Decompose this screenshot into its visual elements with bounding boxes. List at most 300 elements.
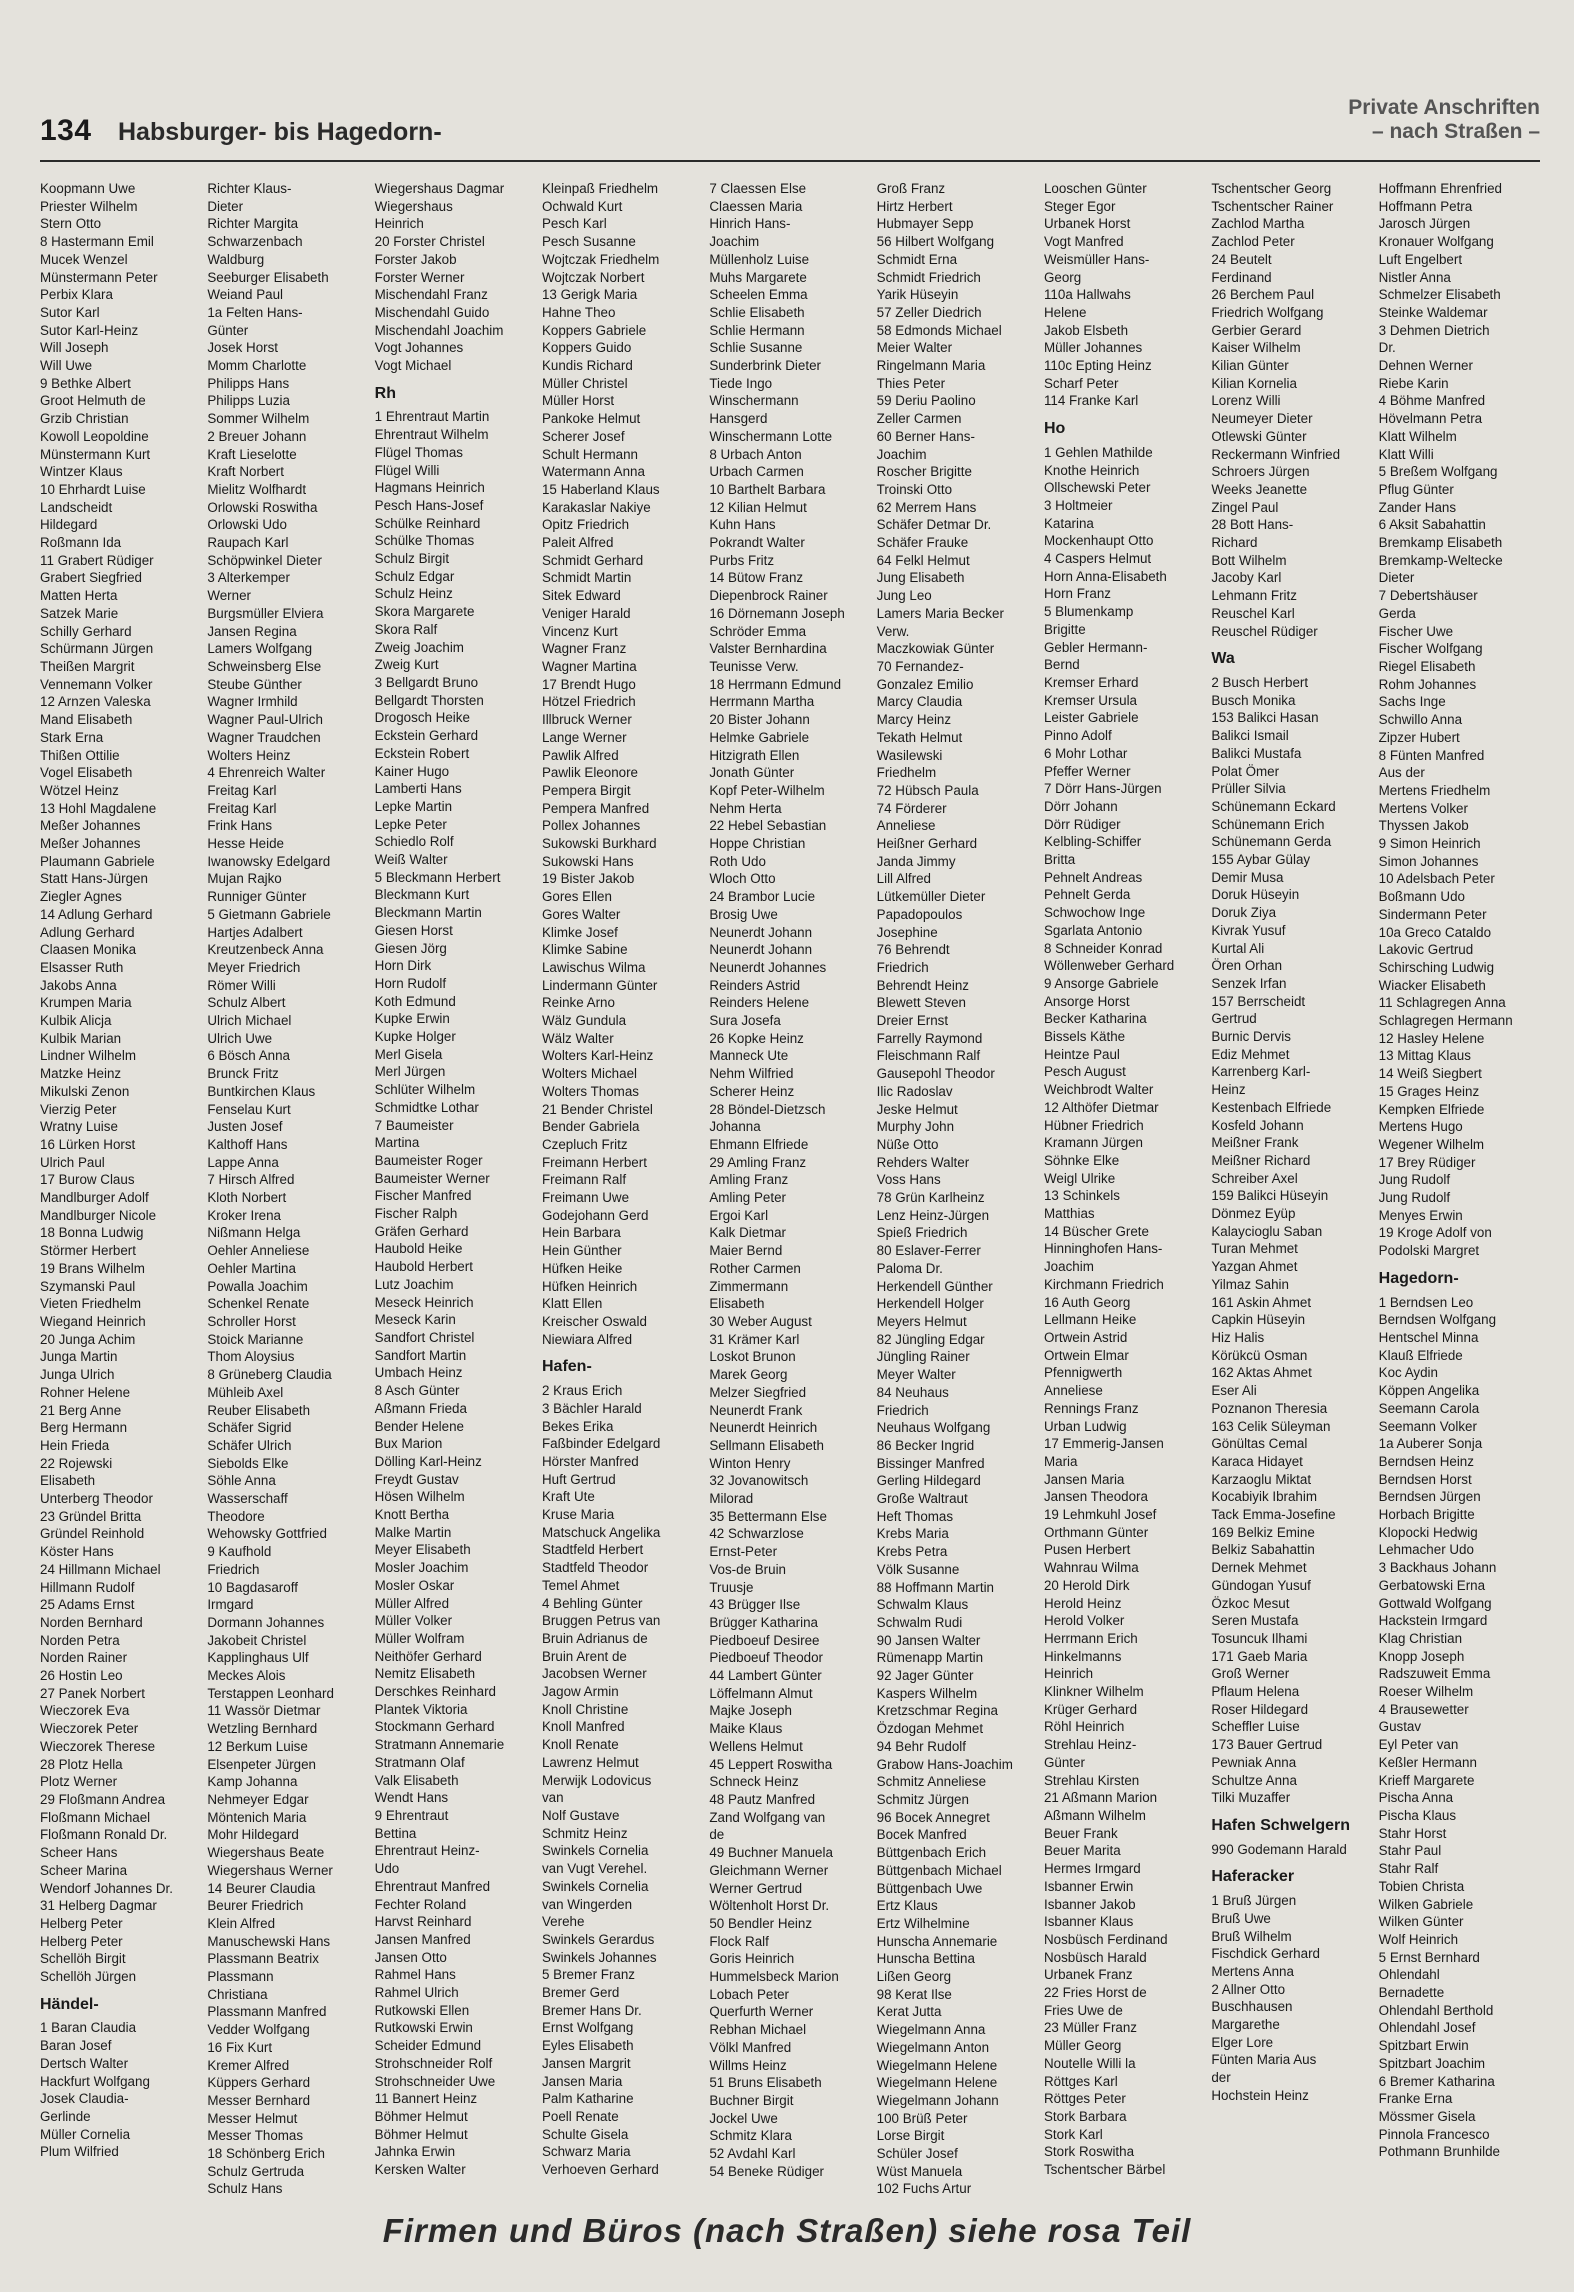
resident-entry: Dormann Johannes — [207, 1614, 325, 1630]
resident-entry: Bott Wilhelm — [1211, 552, 1287, 568]
resident-entry: 1 Ehrentraut Martin — [374, 409, 490, 425]
resident-entry: 11 Grabert Rüdiger — [40, 552, 154, 568]
resident-entry: Thißen Ottilie — [40, 747, 120, 763]
resident-entry: Theodore — [207, 1508, 265, 1524]
resident-entry: 59 Deriu Paolino — [876, 393, 976, 409]
resident-entry: 19 Lehmkuhl Josef — [1043, 1507, 1157, 1523]
resident-entry: Matzke Heinz — [40, 1066, 122, 1082]
resident-entry: Ehrentraut Heinz- — [374, 1843, 480, 1859]
resident-entry: Lepke Martin — [374, 798, 453, 814]
resident-entry: 31 Krämer Karl — [709, 1331, 800, 1347]
resident-entry: Swinkels Cornelia — [541, 1878, 649, 1894]
resident-entry: 32 Jovanowitsch — [709, 1473, 809, 1489]
directory-column — [40, 180, 201, 2198]
resident-entry: Stoick Marianne — [207, 1331, 304, 1347]
resident-entry: Kaiser Wilhelm — [1211, 340, 1301, 356]
resident-entry: 1 Bruß Jürgen — [1211, 1893, 1297, 1909]
resident-entry: Körükcü Osman — [1211, 1347, 1308, 1363]
resident-entry: Vos-de Bruin — [709, 1561, 786, 1577]
resident-entry: 72 Hübsch Paula — [876, 782, 979, 798]
resident-entry: Schäfer Ulrich — [207, 1437, 292, 1453]
resident-entry: Koppers Gabriele — [541, 322, 647, 338]
resident-entry: Lorenz Willi — [1211, 393, 1281, 409]
resident-entry: 21 Aßmann Marion — [1043, 1790, 1158, 1806]
resident-entry: Schmitz Heinz — [541, 1825, 628, 1841]
resident-entry: Spieß Friedrich — [876, 1225, 968, 1241]
resident-entry: Freimann Uwe — [541, 1190, 630, 1206]
resident-entry: Aßmann Frieda — [374, 1400, 467, 1416]
resident-entry: 44 Lambert Günter — [709, 1668, 822, 1684]
resident-entry: Büttgenbach Michael — [876, 1862, 1002, 1878]
resident-entry: Lawischus Wilma — [541, 959, 646, 975]
resident-entry: Heinz — [1211, 1082, 1246, 1098]
resident-entry: 94 Behr Rudolf — [876, 1738, 966, 1754]
resident-entry: 26 Kopke Heinz — [709, 1030, 804, 1046]
resident-entry: 5 Breßem Wolfgang — [1378, 464, 1498, 480]
resident-entry: Keßler Hermann — [1378, 1754, 1477, 1770]
resident-entry: 27 Panek Norbert — [40, 1685, 145, 1701]
resident-entry: Flügel Willi — [374, 462, 440, 478]
resident-entry: 9 Kaufhold — [207, 1544, 272, 1560]
resident-entry: 8 Hastermann Emil — [40, 234, 154, 250]
resident-entry: Gausepohl Theodor — [876, 1066, 995, 1082]
resident-entry: Freitag Karl — [207, 800, 277, 816]
resident-entry: 21 Bender Christel — [541, 1101, 653, 1117]
resident-entry: Burgsmüller Elviera — [207, 605, 324, 621]
resident-entry: Böhmer Helmut — [374, 2126, 468, 2142]
resident-entry: 1a Felten Hans- — [207, 304, 303, 320]
resident-entry: Wälz Gundula — [541, 1013, 627, 1029]
resident-entry: Tack Emma-Josefine — [1211, 1507, 1336, 1523]
resident-entry: Doruk Hüseyin — [1211, 887, 1300, 903]
resident-entry: Mucek Wenzel — [40, 251, 128, 267]
resident-entry: Wagner Martina — [541, 658, 637, 674]
resident-entry: Ulrich Uwe — [207, 1030, 273, 1046]
resident-entry: Veniger Harald — [541, 605, 631, 621]
resident-entry: Wintzer Klaus — [40, 464, 123, 480]
resident-entry: Schlie Susanne — [709, 340, 803, 356]
resident-entry: Rutkowski Ellen — [374, 2002, 470, 2018]
resident-entry: Dörr Johann — [1043, 798, 1118, 814]
resident-entry: Lorse Birgit — [876, 2128, 945, 2144]
resident-entry: Pischa Anna — [1378, 1790, 1454, 1806]
resident-entry: Bleckmann Kurt — [374, 887, 470, 903]
resident-entry: Schulte Gisela — [541, 2126, 629, 2142]
resident-entry: 9 Ehrentraut — [374, 1807, 449, 1823]
resident-entry: Schlie Elisabeth — [709, 304, 805, 320]
resident-entry: Stork Barbara — [1043, 2108, 1127, 2124]
resident-entry: Römer Willi — [207, 977, 276, 993]
resident-entry: Völkl Manfred — [709, 2039, 792, 2055]
resident-entry: Küppers Gerhard — [207, 2075, 311, 2091]
resident-entry: Krebs Maria — [876, 1526, 949, 1542]
resident-entry: Nehmeyer Edgar — [207, 1791, 309, 1807]
resident-entry: Mohr Hildegard — [207, 1827, 299, 1843]
resident-entry: Scheffler Luise — [1211, 1719, 1300, 1735]
resident-entry: Mertens Hugo — [1378, 1119, 1463, 1135]
directory-column — [207, 180, 368, 2198]
resident-entry: Wehowsky Gottfried — [207, 1526, 327, 1542]
resident-entry: Herrmann Erich — [1043, 1630, 1138, 1646]
resident-entry: 11 Bannert Heinz — [374, 2091, 478, 2107]
resident-entry: 23 Gründel Britta — [40, 1508, 142, 1524]
resident-entry: Margarethe — [1211, 2017, 1280, 2033]
header-divider — [40, 160, 1540, 162]
resident-entry: 14 Bütow Franz — [709, 570, 804, 586]
resident-entry: Joachim — [1043, 1259, 1094, 1275]
resident-entry: Menyes Erwin — [1378, 1207, 1463, 1223]
resident-entry: Berndsen Heinz — [1378, 1453, 1474, 1469]
resident-entry: Gerbier Gerard — [1211, 322, 1302, 338]
resident-entry: Plassmann — [207, 1969, 274, 1985]
resident-entry: Jahnka Erwin — [374, 2144, 456, 2160]
resident-entry: Schäfer Frauke — [876, 535, 969, 551]
resident-entry: Schellöh Jürgen — [40, 1969, 137, 1985]
resident-entry: Friedhelm — [876, 765, 937, 781]
resident-entry: Justen Josef — [207, 1119, 283, 1135]
resident-entry: Reinders Astrid — [709, 977, 801, 993]
resident-entry: Knoll Manfred — [541, 1719, 625, 1735]
resident-entry: Faßbinder Edelgard — [541, 1436, 661, 1452]
resident-entry: Schmitz Jürgen — [876, 1791, 969, 1807]
resident-entry: Maria — [1043, 1453, 1078, 1469]
resident-entry: 48 Pautz Manfred — [709, 1791, 816, 1807]
resident-entry: Katarina — [1043, 515, 1094, 531]
resident-entry: Podolski Margret — [1378, 1243, 1480, 1259]
resident-entry: Gönültas Cemal — [1211, 1436, 1308, 1452]
resident-entry: 8 Fünten Manfred — [1378, 747, 1485, 763]
resident-entry: Lütkemüller Dieter — [876, 889, 986, 905]
resident-entry: Anneliese — [876, 818, 936, 834]
resident-entry: Wiegelmann Anna — [876, 2022, 986, 2038]
resident-entry: 82 Jüngling Edgar — [876, 1331, 985, 1347]
resident-entry: Schmitz Anneliese — [876, 1774, 987, 1790]
resident-entry: Gerda — [1378, 605, 1416, 621]
resident-entry: Theißen Margrit — [40, 658, 135, 674]
resident-entry: Ertz Wilhelmine — [876, 1915, 970, 1931]
resident-entry: Freydt Gustav — [374, 1471, 459, 1487]
resident-entry: Aßmann Wilhelm — [1043, 1807, 1146, 1823]
resident-entry: Horn Franz — [1043, 586, 1111, 602]
resident-entry: Momm Charlotte — [207, 358, 307, 374]
resident-entry: Freitag Karl — [207, 782, 277, 798]
resident-entry: Rohner Helene — [40, 1384, 131, 1400]
resident-entry: Fischer Ralph — [374, 1206, 458, 1222]
resident-entry: 19 Kroge Adolf von — [1378, 1225, 1492, 1241]
resident-entry: Nüße Otto — [876, 1136, 939, 1152]
resident-entry: Böhmer Helmut — [374, 2108, 468, 2124]
resident-entry: Gustav — [1378, 1719, 1422, 1735]
resident-entry: Will Uwe — [40, 358, 93, 374]
resident-entry: 159 Balikci Hüseyin — [1211, 1188, 1329, 1204]
resident-entry: Herkendell Günther — [876, 1278, 993, 1294]
resident-entry: 13 Gerigk Maria — [541, 287, 638, 303]
resident-entry: Gerbatowski Erna — [1378, 1577, 1486, 1593]
resident-entry: Roth Udo — [709, 853, 766, 869]
resident-entry: Nehm Herta — [709, 800, 782, 816]
resident-entry: Kupke Holger — [374, 1029, 456, 1045]
resident-entry: Kraft Ute — [541, 1489, 595, 1505]
resident-entry: Josek Horst — [207, 340, 279, 356]
resident-entry: 28 Plotz Hella — [40, 1756, 123, 1772]
resident-entry: Ernst Wolfgang — [541, 2020, 634, 2036]
resident-entry: Hesse Heide — [207, 836, 284, 852]
resident-entry: Prüller Silvia — [1211, 781, 1286, 797]
resident-entry: Looschen Günter — [1043, 181, 1147, 196]
resident-entry: Weismüller Hans- — [1043, 251, 1150, 267]
resident-entry: Klimke Josef — [541, 924, 618, 940]
resident-entry: Grzib Christian — [40, 411, 129, 427]
resident-entry: Dieter — [207, 198, 244, 214]
resident-entry: Koppers Guido — [541, 340, 632, 356]
resident-entry: Sellmann Elisabeth — [709, 1437, 824, 1453]
resident-entry: 10 Adelsbach Peter — [1378, 871, 1495, 887]
resident-entry: Maier Bernd — [709, 1243, 783, 1259]
resident-entry: Krieff Margarete — [1378, 1772, 1475, 1788]
resident-entry: Grabow Hans-Joachim — [876, 1756, 1013, 1772]
resident-entry: Nosbüsch Harald — [1043, 1949, 1147, 1965]
resident-entry: 18 Schönberg Erich — [207, 2146, 325, 2162]
resident-entry: 14 Büscher Grete — [1043, 1223, 1149, 1239]
resident-entry: Große Waltraut — [876, 1491, 968, 1507]
resident-entry: Swinkels Gerardus — [541, 1931, 655, 1947]
resident-entry: Plotz Werner — [40, 1774, 118, 1790]
resident-entry: Gräfen Gerhard — [374, 1223, 469, 1239]
resident-entry: Gleichmann Werner — [709, 1862, 829, 1878]
resident-entry: Mand Elisabeth — [40, 712, 133, 728]
resident-entry: Nistler Anna — [1378, 269, 1451, 285]
resident-entry: Forster Jakob — [374, 251, 457, 267]
resident-entry: Reuschel Rüdiger — [1211, 623, 1318, 639]
resident-entry: Messer Thomas — [207, 2128, 304, 2144]
resident-entry: Stahr Paul — [1378, 1843, 1442, 1859]
resident-entry: Zingel Paul — [1211, 499, 1279, 515]
resident-entry: Zachlod Peter — [1211, 234, 1295, 250]
resident-entry: Brigitte — [1043, 621, 1086, 637]
resident-entry: Koopmann Uwe — [40, 181, 136, 196]
resident-entry: Elsenpeter Jürgen — [207, 1756, 317, 1772]
resident-entry: Schult Hermann — [541, 446, 638, 462]
resident-entry: 14 Adlung Gerhard — [40, 906, 153, 922]
resident-entry: Wojtczak Norbert — [541, 269, 645, 285]
resident-entry: Troinski Otto — [876, 481, 953, 497]
page-header — [40, 96, 1540, 156]
resident-entry: Kowoll Leopoldine — [40, 428, 149, 444]
resident-entry: Wiegershaus Werner — [207, 1862, 333, 1878]
resident-entry: Meier Walter — [876, 340, 953, 356]
resident-entry: Scherer Josef — [541, 428, 625, 444]
resident-entry: 20 Forster Christel — [374, 234, 485, 250]
resident-entry: Schneck Heinz — [709, 1774, 799, 1790]
resident-entry: 50 Bendler Heinz — [709, 1915, 813, 1931]
resident-entry: Merwijk Lodovicus — [541, 1772, 652, 1788]
resident-entry: Kerat Jutta — [876, 2004, 942, 2020]
resident-entry: Piedboeuf Desiree — [709, 1632, 820, 1648]
resident-entry: Kundis Richard — [541, 358, 633, 374]
resident-entry: Tiede Ingo — [709, 375, 773, 391]
resident-entry: Schmidt Erna — [876, 251, 958, 267]
resident-entry: Wöllenweber Gerhard — [1043, 958, 1175, 974]
resident-entry: Bruggen Petrus van — [541, 1613, 661, 1629]
street-section-heading: Hafen- — [541, 1358, 592, 1376]
resident-entry: Weigl Ulrike — [1043, 1170, 1116, 1186]
resident-entry: Seeburger Elisabeth — [207, 269, 329, 285]
resident-entry: Lenz Heinz-Jürgen — [876, 1207, 990, 1223]
resident-entry: Groß Werner — [1211, 1666, 1290, 1682]
resident-entry: Niewiara Alfred — [541, 1331, 633, 1347]
resident-entry: Wilken Günter — [1378, 1914, 1464, 1930]
resident-entry: Kersken Walter — [374, 2162, 466, 2178]
resident-entry: Röhl Heinrich — [1043, 1719, 1125, 1735]
resident-entry: Schulz Gertruda — [207, 2163, 305, 2179]
resident-entry: Wolters Michael — [541, 1066, 637, 1082]
resident-entry: Schenkel Renate — [207, 1296, 310, 1312]
resident-entry: Wolters Heinz — [207, 747, 291, 763]
resident-entry: Rennings Franz — [1043, 1400, 1139, 1416]
resident-entry: Jockel Uwe — [709, 2110, 778, 2126]
resident-entry: 8 Grüneberg Claudia — [207, 1367, 332, 1383]
resident-entry: Plassmann Beatrix — [207, 1951, 319, 1967]
resident-entry: Klopocki Hedwig — [1378, 1524, 1478, 1540]
resident-entry: Herold Heinz — [1043, 1595, 1122, 1611]
resident-entry: 4 Caspers Helmut — [1043, 551, 1152, 567]
resident-entry: Schulz Heinz — [374, 586, 453, 602]
resident-entry: Plum Wilfried — [40, 2144, 119, 2160]
resident-entry: Reinke Arno — [541, 995, 615, 1011]
resident-entry: Dölling Karl-Heinz — [374, 1453, 482, 1469]
resident-entry: 3 Holtmeier — [1043, 497, 1113, 513]
resident-entry: 10a Greco Cataldo — [1378, 924, 1492, 940]
resident-entry: Pflaum Helena — [1211, 1684, 1300, 1700]
resident-entry: 7 Dörr Hans-Jürgen — [1043, 781, 1162, 797]
resident-entry: Bleckmann Martin — [374, 905, 482, 921]
resident-entry: Gonzalez Emilio — [876, 676, 974, 692]
resident-entry: Hermes Irmgard — [1043, 1861, 1141, 1877]
resident-entry: Dr. — [1378, 340, 1396, 356]
resident-entry: Orlowski Roswitha — [207, 499, 318, 515]
resident-entry: Tschentscher Rainer — [1211, 198, 1334, 214]
resident-entry: Unterberg Theodor — [40, 1491, 153, 1507]
resident-entry: Schüler Josef — [876, 2146, 958, 2162]
resident-entry: Hinrich Hans- — [709, 216, 791, 232]
resident-entry: Müller Horst — [541, 393, 615, 409]
resident-entry: 24 Hillmann Michael — [40, 1561, 161, 1577]
resident-entry: 20 Bister Johann — [709, 712, 810, 728]
resident-entry: Buchner Birgit — [709, 2092, 794, 2108]
resident-entry: Neunerdt Heinrich — [709, 1420, 818, 1436]
resident-entry: Schroller Horst — [207, 1314, 296, 1329]
resident-entry: Behrendt Heinz — [876, 977, 969, 993]
resident-entry: Neithöfer Gerhard — [374, 1648, 482, 1664]
resident-entry: Lindner Wilhelm — [40, 1048, 137, 1064]
resident-entry: 4 Brausewetter — [1378, 1701, 1469, 1717]
resident-entry: Bruin Adrianus de — [541, 1630, 648, 1646]
resident-entry: Schulz Hans — [207, 2181, 283, 2197]
resident-entry: Berndsen Horst — [1378, 1471, 1472, 1487]
resident-entry: Skora Ralf — [374, 621, 438, 637]
resident-entry: Reuber Elisabeth — [207, 1402, 311, 1418]
resident-entry: 12 Althöfer Dietmar — [1043, 1099, 1159, 1115]
resident-entry: Balikci Ismail — [1211, 728, 1289, 744]
resident-entry: 990 Godemann Harald — [1211, 1841, 1347, 1857]
resident-entry: Eser Ali — [1211, 1383, 1257, 1399]
resident-entry: 18 Bonna Ludwig — [40, 1225, 144, 1241]
resident-entry: Gores Walter — [541, 906, 621, 922]
resident-entry: Elger Lore — [1211, 2034, 1274, 2050]
resident-entry: Wiegelmann Johann — [876, 2092, 999, 2108]
resident-entry: Winschermann — [709, 393, 799, 409]
resident-entry: Maczkowiak Günter — [876, 641, 995, 657]
resident-entry: Mühleib Axel — [207, 1384, 284, 1400]
resident-entry: Wieczorek Peter — [40, 1721, 139, 1737]
resident-entry: 12 Hasley Helene — [1378, 1030, 1485, 1046]
resident-entry: Franke Erna — [1378, 2091, 1453, 2107]
resident-entry: Sukowski Burkhard — [541, 836, 657, 852]
resident-entry: Klag Christian — [1378, 1630, 1463, 1646]
resident-entry: Jansen Theodora — [1043, 1489, 1148, 1505]
resident-entry: Georg — [1043, 269, 1082, 285]
resident-entry: Schellöh Birgit — [40, 1951, 126, 1967]
resident-entry: 13 Hohl Magdalene — [40, 800, 157, 816]
resident-entry: Lill Alfred — [876, 871, 931, 887]
resident-entry: Kalk Dietmar — [709, 1225, 786, 1241]
resident-entry: 22 Hebel Sebastian — [709, 818, 827, 834]
resident-entry: Thies Peter — [876, 375, 946, 391]
resident-entry: Hackfurt Wolfgang — [40, 2073, 150, 2089]
resident-entry: Hüfken Heinrich — [541, 1278, 638, 1294]
resident-entry: Schünemann Eckard — [1211, 798, 1336, 814]
resident-entry: Bruß Wilhelm — [1211, 1928, 1292, 1944]
resident-entry: Fenselau Kurt — [207, 1101, 291, 1117]
resident-entry: 12 Berkum Luise — [207, 1738, 308, 1754]
resident-entry: Baumeister Werner — [374, 1170, 490, 1186]
directory-column — [1211, 180, 1372, 2198]
resident-entry: Siebolds Elke — [207, 1455, 289, 1471]
resident-entry: Stratmann Olaf — [374, 1754, 465, 1770]
resident-entry: 17 Brendt Hugo — [541, 676, 636, 692]
resident-entry: Richard — [1211, 535, 1258, 551]
resident-entry: Neumeyer Dieter — [1211, 411, 1313, 427]
section-title — [1348, 96, 1540, 144]
resident-entry: Stern Otto — [40, 216, 102, 232]
street-section-heading: Hafen Schwelgern — [1211, 1816, 1351, 1834]
resident-entry: Hillmann Rudolf — [40, 1579, 135, 1595]
resident-entry: Hoffmann Ehrenfried — [1378, 181, 1502, 196]
resident-entry: Loskot Brunon — [709, 1349, 796, 1365]
resident-entry: Koth Edmund — [374, 993, 456, 1009]
resident-entry: Zipzer Hubert — [1378, 729, 1460, 745]
resident-entry: Jüngling Rainer — [876, 1349, 970, 1365]
resident-entry: Perbix Klara — [40, 287, 113, 303]
resident-entry: Bocek Manfred — [876, 1827, 967, 1843]
resident-entry: Hösen Wilhelm — [374, 1489, 465, 1505]
resident-entry: Jonath Günter — [709, 765, 795, 781]
resident-entry: Plantek Viktoria — [374, 1701, 468, 1717]
resident-entry: Flügel Thomas — [374, 444, 463, 460]
resident-entry: Wolters Thomas — [541, 1083, 639, 1099]
resident-entry: Stahr Ralf — [1378, 1861, 1439, 1877]
resident-entry: 58 Edmonds Michael — [876, 322, 1002, 338]
resident-entry: 7 Debertshäuser — [1378, 588, 1478, 604]
resident-entry: 114 Franke Karl — [1043, 393, 1139, 409]
resident-entry: Schmelzer Elisabeth — [1378, 287, 1501, 303]
resident-entry: 30 Weber August — [709, 1314, 812, 1329]
resident-entry: Hein Günther — [541, 1243, 622, 1259]
resident-entry: Vennemann Volker — [40, 676, 153, 692]
resident-entry: Jeske Helmut — [876, 1101, 958, 1117]
resident-entry: Pfennigwerth — [1043, 1365, 1123, 1381]
resident-entry: Wasilewski — [876, 747, 943, 763]
